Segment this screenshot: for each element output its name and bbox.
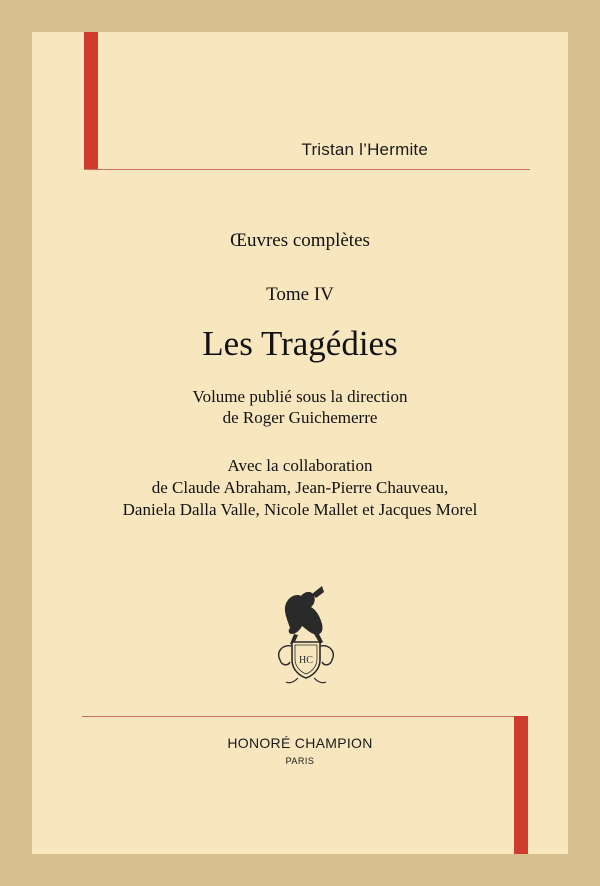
publisher-name: HONORÉ CHAMPION [227, 735, 373, 751]
horse-emblem-icon [264, 580, 348, 690]
red-bar-top [84, 32, 98, 170]
collaboration-line-2: de Claude Abraham, Jean-Pierre Chauveau, [151, 478, 449, 497]
tome-number: Tome IV [266, 284, 334, 305]
collaboration-line-3: Daniela Dalla Valle, Nicole Mallet et Jacques Morel [122, 500, 478, 519]
bottom-rule [82, 716, 528, 717]
publisher-city: PARIS [285, 756, 315, 766]
direction-line-2: de Roger Guichemerre [222, 408, 378, 427]
book-title: Les Tragédies [202, 324, 398, 363]
author-name: Tristan l’Hermite [301, 140, 428, 159]
collaboration-line-1: Avec la collaboration [227, 456, 373, 475]
series-title: Œuvres complètes [230, 230, 370, 251]
emblem-monogram: HC [299, 655, 313, 666]
top-rule [84, 169, 530, 170]
direction-line-1: Volume publié sous la direction [192, 387, 408, 406]
book-cover [32, 32, 568, 854]
